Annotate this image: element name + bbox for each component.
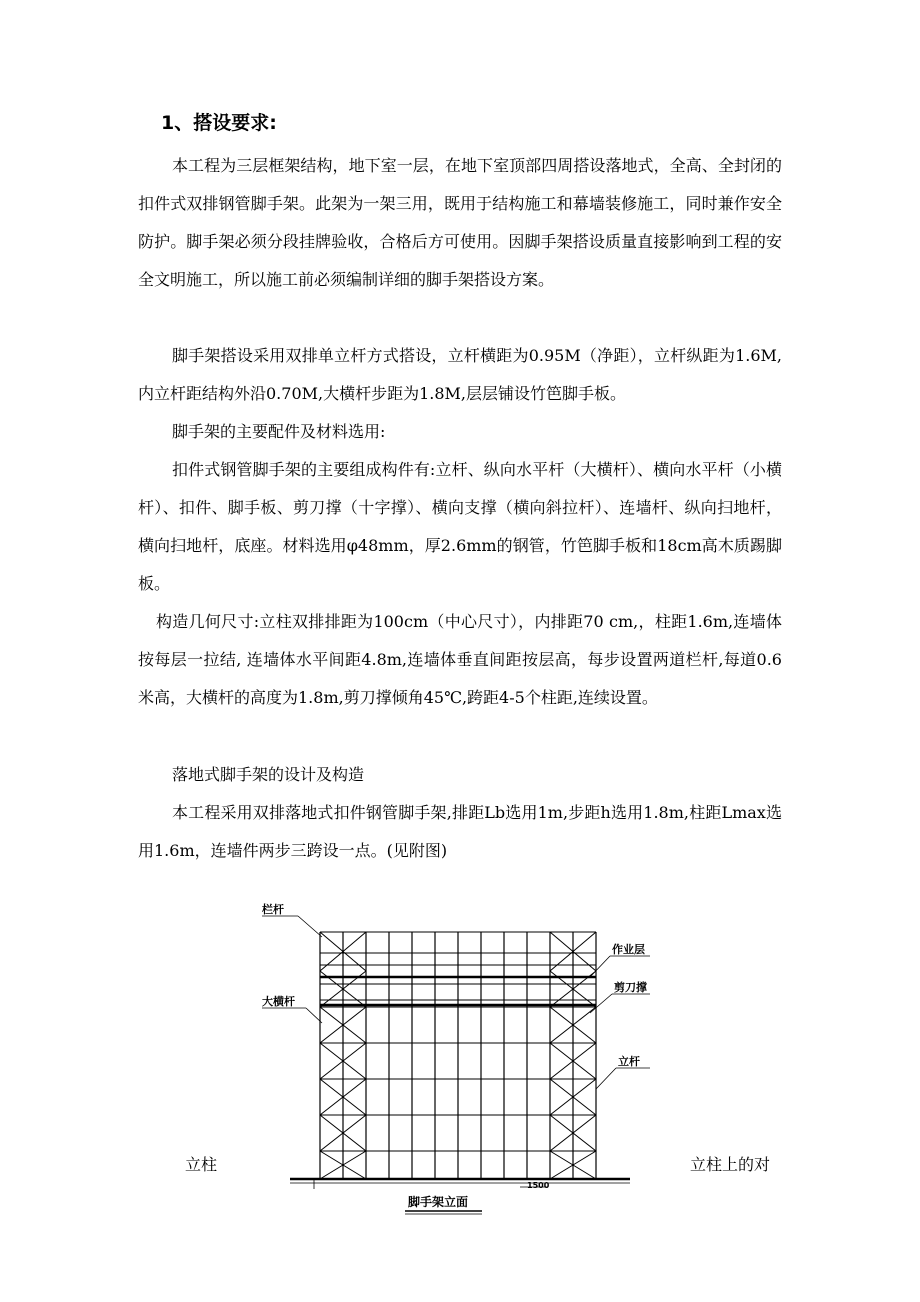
label-jian-dao-cheng: 剪刀撑 xyxy=(614,981,647,994)
paragraph-intro: 本工程为三层框架结构，地下室一层，在地下室顶部四周搭设落地式，全高、全封闭的扣件式双排钢管脚手架。此架为一架三用，既用于结构施工和幕墙装修施工，同时兼作安全防护。脚手架必须分段挂牌验收，合格后方可使用。因脚手架搭设质量直接影响到工程的安全文明施工，所以施工前必须编制详细的脚手架搭设方案。 xyxy=(138,156,782,289)
label-li-gan: 立杆 xyxy=(618,1055,640,1068)
scaffold-frame xyxy=(290,932,630,1183)
paragraph-components: 扣件式钢管脚手架的主要组成构件有:立杆、纵向水平杆（大横杆）、横向水平杆（小横杆）、扣件、脚手板、剪刀撑（十字撑）、横向支撑（横向斜拉杆）、连墙杆、纵向扫地杆，横向扫地杆，底座。材料选用φ48mm，厚2.6mm的钢管，竹笆脚手板和18cm高木质踢脚板。 xyxy=(138,460,782,593)
label-dimension: 1500 xyxy=(527,1181,550,1190)
section-heading: 1、搭设要求: xyxy=(161,112,277,134)
label-da-heng-gan: 大横杆 xyxy=(262,995,295,1008)
paragraph-design-title: 落地式脚手架的设计及构造 xyxy=(172,765,365,784)
side-text-right: 立柱上的对 xyxy=(690,1155,771,1174)
paragraph-spacing: 脚手架搭设采用双排单立杆方式搭设，立杆横距为0.95M（净距），立杆纵距为1.6M,内立杆距结构外沿0.70M,大横杆步距为1.8M,层层铺设竹笆脚手板。 xyxy=(138,346,782,403)
paragraph-geometry: 构造几何尺寸:立柱双排排距为100cm（中心尺寸），内排距70 cm,，柱距1.6m,连墙体按每层一拉结, 连墙体水平间距4.8m,连墙体垂直间距按层高，每步设置两道栏杆,每道0.6米高，大横杆的高度为1.8m,剪刀撑倾角45℃,跨距4-5个柱距,连续设置。 xyxy=(138,612,782,707)
label-zuo-ye-ceng: 作业层 xyxy=(612,943,645,956)
scaffold-elevation-figure xyxy=(250,895,650,1225)
label-lan-gan: 栏杆 xyxy=(262,903,284,916)
figure-caption: 脚手架立面 xyxy=(408,1195,469,1209)
paragraph-materials-title: 脚手架的主要配件及材料选用: xyxy=(172,422,386,441)
paragraph-design: 本工程采用双排落地式扣件钢管脚手架,排距Lb选用1m,步距h选用1.8m,柱距Lmax选用1.6m，连墙件两步三跨设一点。(见附图) xyxy=(138,803,782,860)
side-text-left: 立柱 xyxy=(185,1155,218,1174)
